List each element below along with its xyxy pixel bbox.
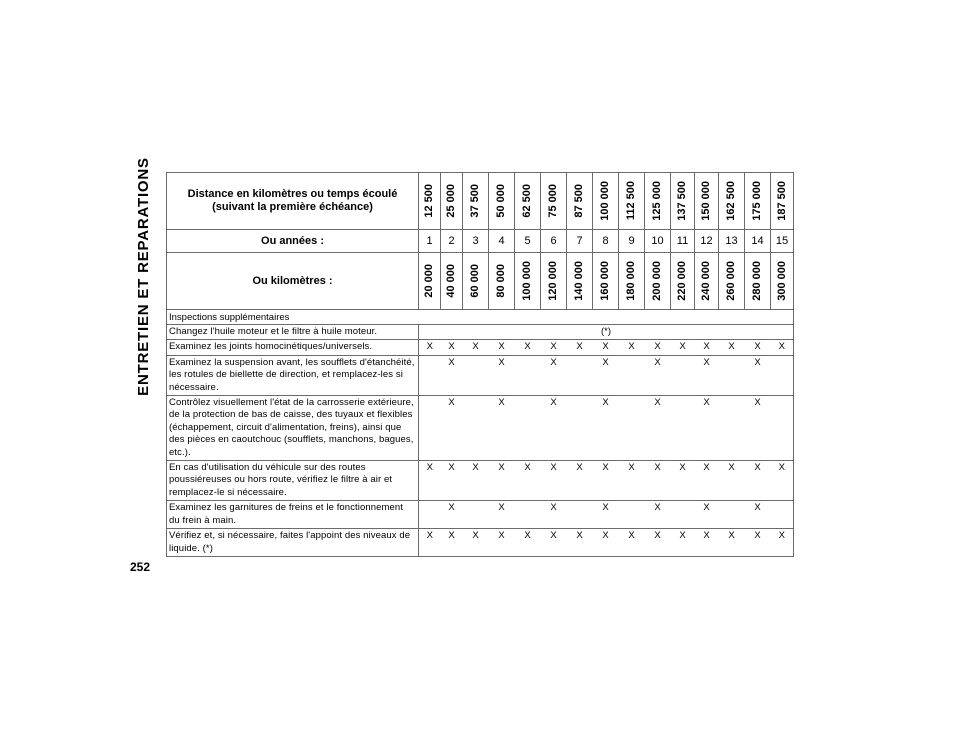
- interval-mark: [419, 501, 441, 529]
- km-header-cell: [489, 253, 515, 310]
- interval-mark: X: [645, 396, 671, 461]
- km-header-cell: [567, 253, 593, 310]
- task-description: Vérifiez et, si nécessaire, faites l'appoint des niveaux de liquide. (*): [167, 529, 419, 557]
- table-row: [167, 325, 794, 340]
- interval-mark: [719, 355, 745, 395]
- interval-mark: X: [489, 355, 515, 395]
- year-value: 11: [671, 230, 695, 253]
- table-row: [167, 340, 794, 355]
- interval-mark: X: [745, 529, 771, 557]
- interval-mark: X: [695, 396, 719, 461]
- years-header-label: Ou années :: [167, 230, 419, 253]
- interval-mark: X: [645, 340, 671, 355]
- interval-mark: X: [441, 340, 463, 355]
- interval-mark: X: [593, 340, 619, 355]
- km-value: 160 000: [599, 261, 611, 301]
- interval-mark: X: [541, 461, 567, 501]
- interval-mark: [567, 501, 593, 529]
- interval-mark: [771, 501, 794, 529]
- year-value: 10: [645, 230, 671, 253]
- distance-value: 87 500: [573, 184, 585, 218]
- distance-value: 37 500: [469, 184, 481, 218]
- interval-mark: X: [745, 355, 771, 395]
- distance-value: 62 500: [521, 184, 533, 218]
- km-header-cell: [645, 253, 671, 310]
- maintenance-schedule-table: [166, 172, 794, 557]
- task-description: Contrôlez visuellement l'état de la carrosserie extérieure, de la protection de bas de caisse, des tuyaux et flexibles (échappement, circuit d'alimentation, freins), ainsi que des pièces en caoutchouc (soufflets, manchons, bagues, etc.).: [167, 396, 419, 461]
- distance-value: 75 000: [547, 184, 559, 218]
- distance-header-cell: [489, 173, 515, 230]
- interval-mark: X: [671, 461, 695, 501]
- table-row: [167, 461, 794, 501]
- distance-header-cell: [463, 173, 489, 230]
- table-row: [167, 355, 794, 395]
- interval-mark: X: [441, 355, 463, 395]
- distance-value: 125 000: [651, 181, 663, 221]
- distance-header-cell: [419, 173, 441, 230]
- interval-mark: X: [695, 529, 719, 557]
- km-header-cell: [619, 253, 645, 310]
- km-header-cell: [745, 253, 771, 310]
- interval-mark: X: [695, 461, 719, 501]
- interval-mark: [671, 355, 695, 395]
- interval-mark: [515, 355, 541, 395]
- year-value: 2: [441, 230, 463, 253]
- distance-header-cell: [593, 173, 619, 230]
- interval-mark: [515, 501, 541, 529]
- distance-value: 175 000: [751, 181, 763, 221]
- year-value: 7: [567, 230, 593, 253]
- km-header-cell: [593, 253, 619, 310]
- km-value: 180 000: [625, 261, 637, 301]
- distance-header-cell: [441, 173, 463, 230]
- distance-header-cell: [567, 173, 593, 230]
- distance-value: 162 500: [725, 181, 737, 221]
- interval-mark: X: [463, 461, 489, 501]
- year-value: 12: [695, 230, 719, 253]
- interval-mark: [771, 396, 794, 461]
- interval-mark: X: [489, 529, 515, 557]
- interval-mark: X: [695, 355, 719, 395]
- distance-header-cell: [541, 173, 567, 230]
- interval-mark: [771, 355, 794, 395]
- interval-mark: X: [441, 501, 463, 529]
- interval-mark: X: [515, 461, 541, 501]
- interval-mark: [463, 501, 489, 529]
- table-row: [167, 396, 794, 461]
- interval-mark: X: [441, 461, 463, 501]
- interval-mark: X: [745, 461, 771, 501]
- distance-header-cell: [719, 173, 745, 230]
- interval-mark: X: [419, 529, 441, 557]
- interval-mark: X: [541, 501, 567, 529]
- table-row: [167, 529, 794, 557]
- interval-mark: X: [671, 340, 695, 355]
- interval-mark: X: [619, 461, 645, 501]
- interval-mark: [619, 396, 645, 461]
- interval-mark: X: [745, 396, 771, 461]
- distance-value: 12 500: [423, 184, 435, 218]
- interval-mark: X: [593, 501, 619, 529]
- year-value: 6: [541, 230, 567, 253]
- year-value: 5: [515, 230, 541, 253]
- interval-mark: X: [645, 461, 671, 501]
- distance-header-cell: [515, 173, 541, 230]
- distance-header-cell: [671, 173, 695, 230]
- interval-mark: X: [463, 529, 489, 557]
- interval-mark: X: [645, 501, 671, 529]
- interval-mark: [671, 501, 695, 529]
- task-description: Examinez les joints homocinétiques/universels.: [167, 340, 419, 355]
- interval-mark: X: [719, 461, 745, 501]
- interval-mark: X: [463, 340, 489, 355]
- interval-mark: X: [719, 340, 745, 355]
- interval-mark: X: [419, 461, 441, 501]
- year-value: 15: [771, 230, 794, 253]
- table-row: [167, 501, 794, 529]
- interval-note: (*): [419, 325, 794, 340]
- section-title: Inspections supplémentaires: [167, 310, 794, 325]
- interval-mark: X: [593, 529, 619, 557]
- distance-value: 25 000: [445, 184, 457, 218]
- interval-mark: [419, 396, 441, 461]
- interval-mark: X: [515, 340, 541, 355]
- interval-mark: [671, 396, 695, 461]
- km-value: 280 000: [751, 261, 763, 301]
- km-value: 80 000: [495, 264, 507, 298]
- interval-mark: X: [541, 355, 567, 395]
- interval-mark: X: [671, 529, 695, 557]
- distance-value: 137 500: [676, 181, 688, 221]
- km-header-cell: [695, 253, 719, 310]
- interval-mark: X: [771, 529, 794, 557]
- interval-mark: X: [745, 501, 771, 529]
- km-value: 140 000: [573, 261, 585, 301]
- task-description: Examinez les garnitures de freins et le fonctionnement du frein à main.: [167, 501, 419, 529]
- distance-header-cell: [771, 173, 794, 230]
- interval-mark: X: [541, 396, 567, 461]
- interval-mark: X: [441, 396, 463, 461]
- distance-header-label: Distance en kilomètres ou temps écoulé (suivant la première échéance): [167, 173, 419, 230]
- interval-mark: [619, 355, 645, 395]
- interval-mark: X: [567, 529, 593, 557]
- km-header-cell: [419, 253, 441, 310]
- km-header-row: [167, 253, 794, 310]
- km-header-cell: [515, 253, 541, 310]
- interval-mark: [719, 501, 745, 529]
- km-value: 260 000: [725, 261, 737, 301]
- interval-mark: X: [593, 355, 619, 395]
- interval-mark: X: [567, 340, 593, 355]
- interval-mark: X: [489, 396, 515, 461]
- km-header-label: Ou kilomètres :: [167, 253, 419, 310]
- distance-header-cell: [695, 173, 719, 230]
- km-header-cell: [463, 253, 489, 310]
- distance-value: 100 000: [599, 181, 611, 221]
- km-value: 300 000: [775, 261, 788, 301]
- interval-mark: X: [593, 461, 619, 501]
- interval-mark: X: [695, 340, 719, 355]
- interval-mark: X: [593, 396, 619, 461]
- interval-mark: [619, 501, 645, 529]
- distance-value: 187 500: [775, 181, 788, 221]
- interval-mark: X: [645, 529, 671, 557]
- interval-mark: X: [419, 340, 441, 355]
- interval-mark: [463, 396, 489, 461]
- year-value: 3: [463, 230, 489, 253]
- interval-mark: X: [489, 461, 515, 501]
- distance-header-cell: [619, 173, 645, 230]
- km-value: 240 000: [700, 261, 712, 301]
- year-value: 14: [745, 230, 771, 253]
- interval-mark: X: [567, 461, 593, 501]
- km-value: 40 000: [445, 264, 457, 298]
- interval-mark: X: [441, 529, 463, 557]
- year-value: 8: [593, 230, 619, 253]
- task-description: Changez l'huile moteur et le filtre à huile moteur.: [167, 325, 419, 340]
- km-value: 120 000: [547, 261, 559, 301]
- km-header-cell: [771, 253, 794, 310]
- km-header-cell: [441, 253, 463, 310]
- interval-mark: X: [695, 501, 719, 529]
- km-header-cell: [719, 253, 745, 310]
- distance-value: 150 000: [700, 181, 712, 221]
- year-value: 4: [489, 230, 515, 253]
- interval-mark: X: [719, 529, 745, 557]
- interval-mark: X: [619, 529, 645, 557]
- interval-mark: X: [619, 340, 645, 355]
- interval-mark: X: [541, 340, 567, 355]
- km-value: 200 000: [651, 261, 663, 301]
- km-value: 20 000: [423, 264, 435, 298]
- interval-mark: X: [541, 529, 567, 557]
- interval-mark: X: [489, 340, 515, 355]
- interval-mark: X: [771, 461, 794, 501]
- interval-mark: X: [645, 355, 671, 395]
- year-value: 1: [419, 230, 441, 253]
- task-description: En cas d'utilisation du véhicule sur des routes poussiéreuses ou hors route, vérifiez le filtre à air et remplacez-le si nécessaire.: [167, 461, 419, 501]
- section-side-title: [129, 156, 157, 396]
- interval-mark: [419, 355, 441, 395]
- km-value: 100 000: [521, 261, 533, 301]
- distance-value: 50 000: [495, 184, 507, 218]
- page-number: 252: [130, 560, 151, 574]
- side-title-text: ENTRETIEN ET REPARATIONS: [134, 156, 152, 396]
- distance-header-cell: [645, 173, 671, 230]
- distance-header-row: [167, 173, 794, 230]
- km-header-cell: [671, 253, 695, 310]
- interval-mark: X: [771, 340, 794, 355]
- section-header-row: [167, 310, 794, 325]
- km-header-cell: [541, 253, 567, 310]
- interval-mark: [567, 355, 593, 395]
- year-value: 13: [719, 230, 745, 253]
- interval-mark: X: [515, 529, 541, 557]
- distance-value: 112 500: [625, 181, 637, 221]
- km-value: 60 000: [469, 264, 481, 298]
- interval-mark: [719, 396, 745, 461]
- interval-mark: [567, 396, 593, 461]
- interval-mark: X: [745, 340, 771, 355]
- interval-mark: [515, 396, 541, 461]
- task-description: Examinez la suspension avant, les soufflets d'étanchéité, les rotules de biellette de direction, et remplacez-les si nécessaire.: [167, 355, 419, 395]
- interval-mark: X: [489, 501, 515, 529]
- interval-mark: [463, 355, 489, 395]
- years-header-row: [167, 230, 794, 253]
- year-value: 9: [619, 230, 645, 253]
- km-value: 220 000: [676, 261, 688, 301]
- distance-header-cell: [745, 173, 771, 230]
